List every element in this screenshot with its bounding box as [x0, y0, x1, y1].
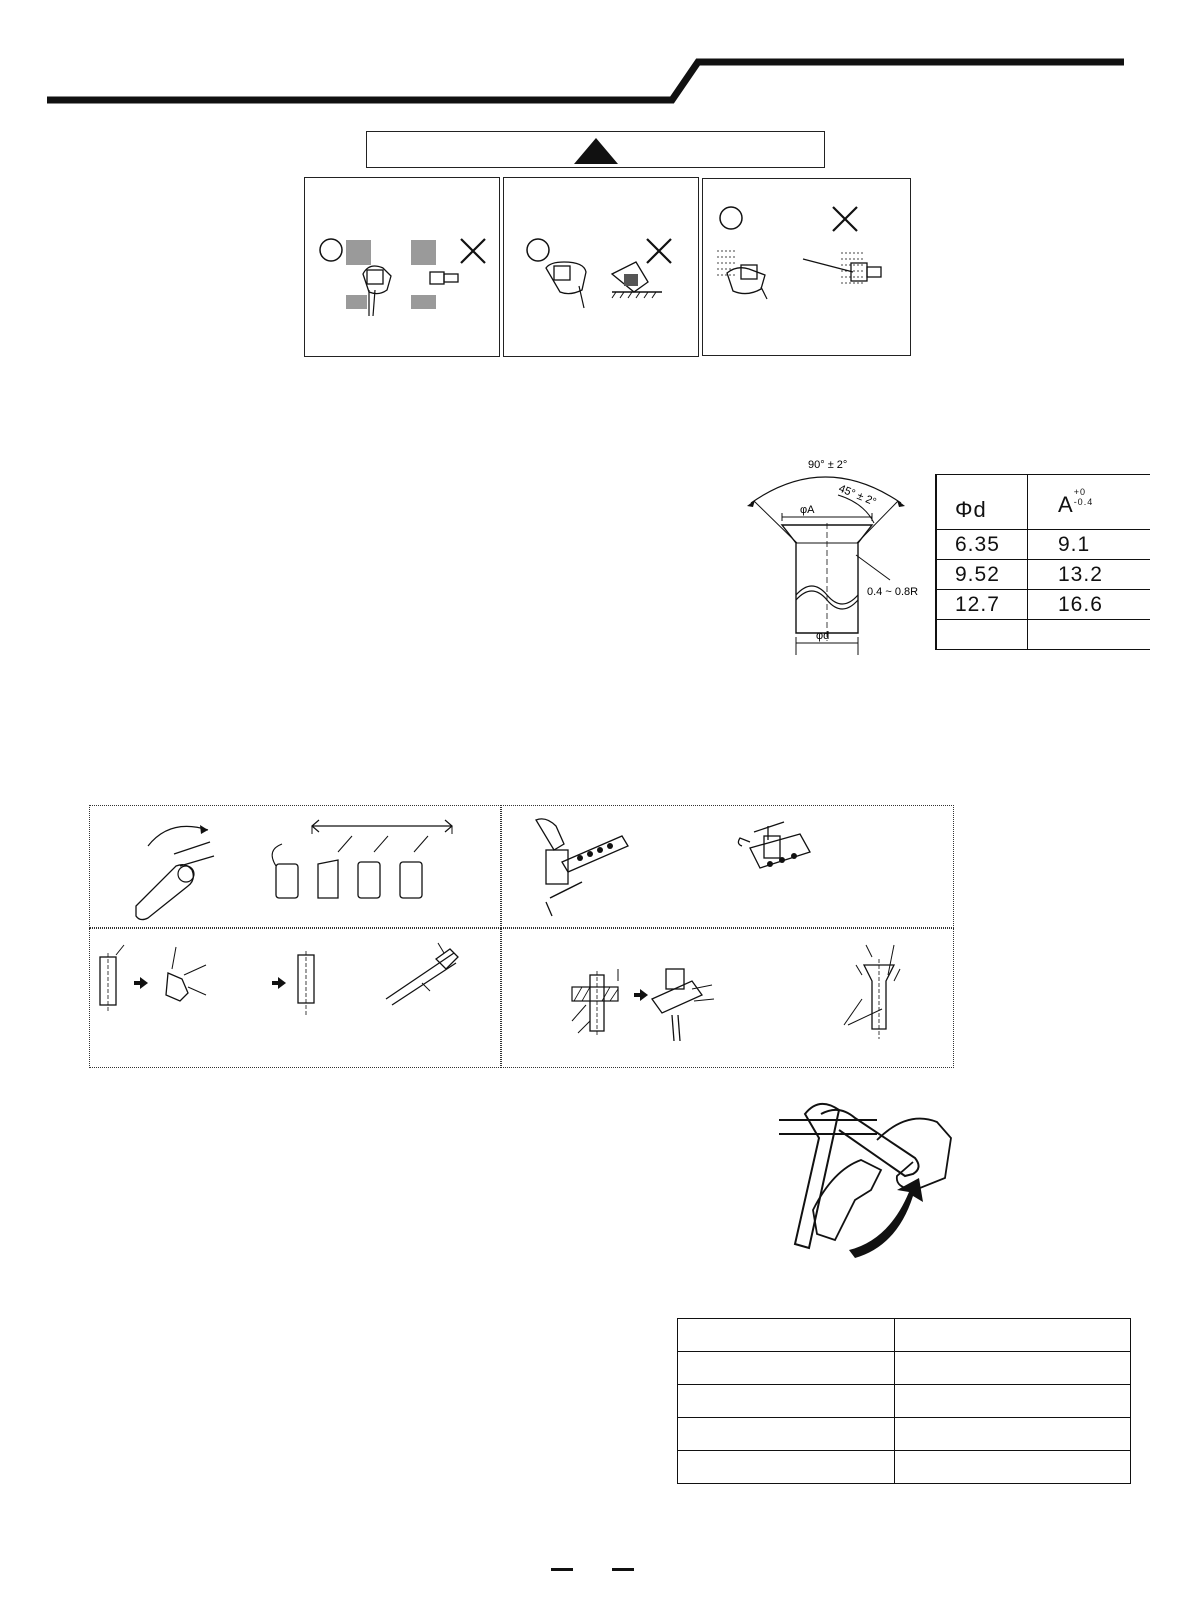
flare-diagram [740, 455, 920, 665]
cell-d [936, 620, 1028, 650]
table-header-row [936, 475, 1150, 530]
cell-d: 6.35 [936, 530, 1028, 560]
table-row [936, 620, 1150, 650]
procedure-cell-flaring [501, 928, 954, 1068]
cell-d: 12.7 [936, 590, 1028, 620]
caution-panel-2 [503, 177, 699, 357]
header-rule [0, 0, 1191, 110]
ng-cross-icon [647, 239, 671, 263]
warning-banner [366, 131, 825, 168]
table-row [936, 560, 1150, 590]
dim-a-label: φA [800, 504, 815, 516]
angle-inner-label: 45° ± 2° [836, 482, 878, 509]
warning-triangle-icon [367, 132, 826, 169]
torque-table [677, 1318, 1131, 1484]
cell-a: 16.6 [1028, 590, 1151, 620]
table-row [678, 1451, 1131, 1484]
procedure-cell-deburring [89, 928, 501, 1068]
table-row [678, 1319, 1131, 1352]
table-row [936, 590, 1150, 620]
cell-d: 9.52 [936, 560, 1028, 590]
procedure-cell-tools [501, 805, 954, 928]
ok-circle-icon [320, 239, 342, 261]
dim-d-label: φd [816, 630, 830, 642]
header-d: Φd [936, 475, 1028, 530]
ng-cross-icon [461, 239, 485, 263]
table-row [678, 1385, 1131, 1418]
ng-cross-icon [833, 207, 857, 231]
caution-panel-3 [702, 178, 911, 356]
ok-circle-icon [527, 239, 549, 261]
table-row [678, 1352, 1131, 1385]
angle-outer-label: 90° ± 2° [808, 459, 848, 471]
table-row [678, 1418, 1131, 1451]
page-number-dash-right [612, 1568, 634, 1571]
wrench-tightening-illustration [777, 1100, 967, 1280]
caution-panel-1 [304, 177, 500, 357]
table-row [936, 530, 1150, 560]
page-number-dash-left [551, 1568, 573, 1571]
cell-a: 13.2 [1028, 560, 1151, 590]
header-a: $A^{+0 -0.4}$ [1028, 475, 1151, 530]
procedure-cell-cutting [89, 805, 501, 928]
cell-a [1028, 620, 1151, 650]
radius-label: 0.4 ~ 0.8R [867, 586, 919, 598]
cell-a: 9.1 [1028, 530, 1151, 560]
flare-dimension-table [935, 474, 1150, 650]
ok-circle-icon [720, 207, 742, 229]
